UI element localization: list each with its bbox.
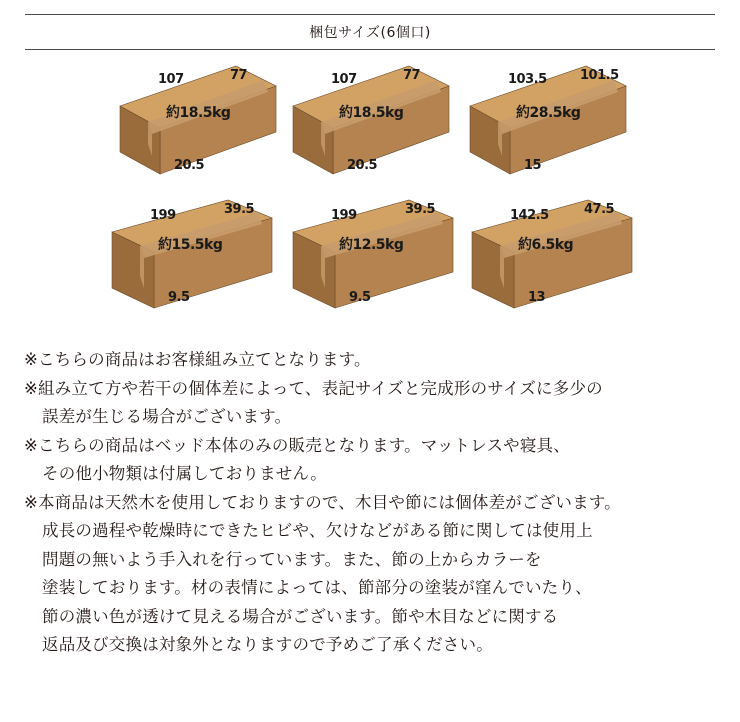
note-line: ※こちらの商品はベッド本体のみの販売となります。マットレスや寝具、 [24,435,570,455]
box-height-label: 15 [524,158,542,173]
box-height-label: 20.5 [347,158,378,173]
box-weight-label: 約18.5kg [339,105,404,121]
note-line: 誤差が生じる場合がございます。 [42,407,292,426]
box-weight-label: 約15.5kg [158,237,223,253]
box-height-label: 9.5 [349,290,371,305]
note-line: 成長の過程や乾燥時にできたヒビや、欠けなどがある節に関しては使用上 [42,521,593,540]
box-width-label: 47.5 [584,202,615,217]
note-line: 塗装しております。材の表情によっては、節部分の塗装が窪んでいたり、 [42,578,592,597]
box-width-label: 77 [230,68,248,83]
cardboard-box [470,198,630,308]
note-line: 返品及び交換は対象外となりますので予めご了承ください。 [42,635,493,654]
box-weight-label: 約12.5kg [339,237,404,253]
packing-size-title: 梱包サイズ(6個口) [309,25,431,41]
box-height-label: 20.5 [174,158,205,173]
note-line: 節の濃い色が透けて見える場合がございます。節や木目などに関する [42,606,559,626]
box-length-label: 142.5 [510,208,549,223]
cardboard-box [468,64,628,174]
box-width-label: 39.5 [224,202,255,217]
box-height-label: 13 [528,290,546,305]
header-top-rule [25,14,715,15]
box-width-label: 77 [403,68,421,83]
box-length-label: 107 [158,72,184,87]
cardboard-box [291,198,451,308]
note-line: ※こちらの商品はお客様組み立てとなります。 [24,350,371,369]
notes-section [24,346,724,660]
note-line: その他小物類は付属しておりません。 [42,464,327,483]
box-weight-label: 約28.5kg [516,105,581,121]
note-line: ※組み立て方や若干の個体差によって、表記サイズと完成形のサイズに多少の [24,378,603,398]
box-length-label: 199 [331,208,357,223]
box-length-label: 103.5 [508,72,547,87]
note-line: ※本商品は天然木を使用しておりますので、木目や節には個体差がございます。 [24,492,621,512]
cardboard-box [118,64,278,174]
box-width-label: 39.5 [405,202,436,217]
cardboard-box [291,64,451,174]
box-weight-label: 約18.5kg [166,105,231,121]
cardboard-box [110,198,270,308]
box-width-label: 101.5 [580,68,619,83]
box-length-label: 199 [150,208,176,223]
box-weight-label: 約6.5kg [518,237,574,253]
box-length-label: 107 [331,72,357,87]
header-bottom-rule [25,49,715,50]
box-height-label: 9.5 [168,290,190,305]
note-line: 問題の無いよう手入れを行っています。また、節の上からカラーを [42,549,542,569]
